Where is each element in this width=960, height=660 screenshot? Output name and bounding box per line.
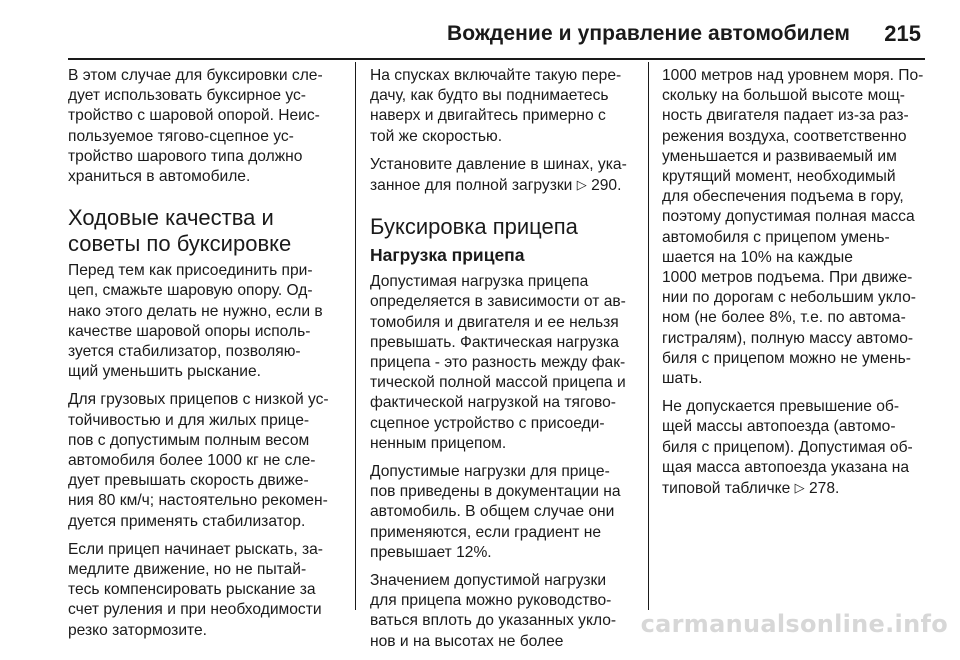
page-title: Вождение и управление автомобилем — [447, 22, 850, 45]
section-heading-driving-qualities: Ходовые качества и советы по буксировке — [68, 205, 292, 257]
paragraph-altitude-reduction: 1000 метров над уровнем моря. По- скольку на большой высоте мощ- ность двигателя падает из-за раз- режения воздуха, соответственно уменьшается и развиваемый им крутящий момент, необходимый для обеспечения подъема в гору, поэтому допустимая полная масса автомобиля с прицепом умень- шается на 10% на каждые 1000 метров подъема. При движе- нии по дорогам с небольшим укло- ном (не более 8%, т.е. по автома- гистралям), полную массу автомо- биля с прицепом можно не умень- шать. — [662, 67, 924, 388]
page-reference-link[interactable]: 278. — [808, 480, 840, 498]
paragraph-tyre-pressure: Установите давление в шинах, ука- занное для полной загрузки ▷ 290. — [370, 155, 627, 195]
watermark: carmanualsonline.info — [640, 610, 948, 638]
paragraph-ball-lubrication: Перед тем как присоединить при- цеп, смажьте шаровую опору. Од- нако этого делать не нужно, если в качестве шаровой опоры исполь- зуется стабилизатор, позволяю- щий уменьшить рыскание. — [68, 262, 323, 381]
paragraph-downhill: На спусках включайте такую пере- дачу, как будто вы поднимаетесь наверх и двигайтесь примерно с той же скоростью. — [370, 67, 622, 145]
subheading-trailer-load: Нагрузка прицепа — [370, 245, 525, 266]
column-divider-right — [648, 62, 649, 610]
page-reference-link[interactable]: 290. — [591, 177, 622, 195]
page-header — [0, 0, 960, 62]
paragraph-speed-limit: Для грузовых прицепов с низкой ус- тойчивостью и для жилых прице- пов с допустимым полным весом автомобиля более 1000 кг не сле- дует превышать скорость движе- ния 80 км/ч; настоятельно рекомен- дуется применять стабилизатор. — [68, 391, 329, 530]
section-heading-trailer-towing: Буксировка прицепа — [370, 214, 578, 240]
paragraph-documentation: Допустимые нагрузки для прице- пов приведены в документации на автомобиль. В общем случае они применяются, если градиент не превышает 12%. — [370, 463, 621, 561]
page-reference-arrow-icon: ▷ — [794, 480, 805, 496]
page-reference-arrow-icon: ▷ — [576, 177, 587, 193]
text-column-left — [68, 66, 343, 649]
column-divider-left — [355, 62, 356, 610]
header-divider — [68, 58, 925, 60]
text-column-middle — [370, 66, 638, 660]
paragraph-sway: Если прицеп начинает рыскать, за- медлите движение, но не пытай- тесь компенсировать рыскание за счет руления и при необходимости резко затормозите. — [68, 540, 324, 639]
text-column-right — [662, 66, 932, 507]
paragraph-gradient-altitude: Значением допустимой нагрузки для прицепа можно руководство- ваться вплоть до указанных укло- нов и на высотах не более — [370, 572, 617, 650]
paragraph-towing-device: В этом случае для буксировки сле- дует использовать буксирное ус- тройство с шаровой опорой. Неис- пользуемое тягово-сцепное ус- тройство шарового типа должно храниться в автомобиле. — [68, 67, 323, 186]
paragraph-gross-combination-weight: Не допускается превышение об- щей массы автопоезда (автомо- биля с прицепом). Допустимая об- щая масса автопоезда указана на типовой табличке ▷ 278. — [662, 398, 913, 498]
page-number: 215 — [884, 21, 921, 46]
paragraph-permissible-load: Допустимая нагрузка прицепа определяется в зависимости от ав- томобиля и двигателя и ее нельзя превышать. Фактическая нагрузка прицепа - это разность между фак- тической полной массой прицепа и фактической нагрузкой на тягово- сцепное устройство с присоеди- ненным прицепом. — [370, 273, 626, 452]
